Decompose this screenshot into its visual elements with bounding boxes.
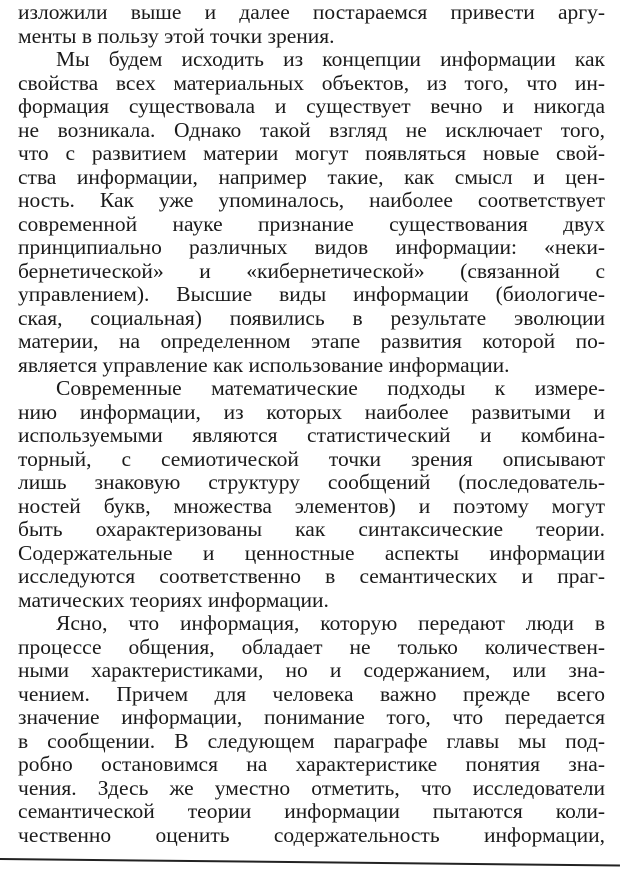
text-line: матических теориях информации. bbox=[18, 587, 329, 612]
text-line: в сообщении. В следующем параграфе главы мы под- bbox=[18, 728, 605, 753]
text-line: управлением). Высшие виды информации (биологиче- bbox=[18, 282, 605, 306]
text-line: быть охарактеризованы как синтаксические теории. bbox=[18, 517, 605, 541]
text-line: робно остановимся на характеристике понятия зна- bbox=[18, 752, 605, 776]
text-line: ностей букв, множества элементов) и поэтому могут bbox=[18, 493, 605, 518]
text-line: ными характеристиками, но и содержанием, или зна- bbox=[18, 658, 605, 682]
document-page bbox=[18, 1, 605, 847]
text-line: свойства всех материальных объектов, из того, что ин- bbox=[18, 70, 605, 95]
paragraph bbox=[18, 377, 605, 612]
paragraph bbox=[18, 612, 605, 847]
paragraph bbox=[18, 48, 605, 377]
text-line: изложили выше и далее постараемся привести аргу- bbox=[18, 0, 605, 24]
text-line: принципиально различных видов информации: «неки- bbox=[18, 235, 605, 259]
text-line: является управление как использование информации. bbox=[18, 352, 510, 377]
text-line: бернетической» и «кибернетической» (связанной с bbox=[18, 258, 605, 283]
text-line: ность. Как уже упоминалось, наиболее соответствует bbox=[18, 188, 605, 212]
text-line: материи, на определенном этапе развития которой по- bbox=[18, 329, 605, 353]
text-line: значение информации, понимание того, что́ передается bbox=[18, 705, 605, 729]
text-line: формация существовала и существует вечно и никогда bbox=[18, 94, 605, 118]
text-line: Современные математические подходы к измере- bbox=[56, 376, 605, 400]
text-line: Мы будем исходить из концепции информации как bbox=[56, 47, 605, 71]
text-line: что с развитием материи могут появляться новые свой- bbox=[18, 141, 605, 165]
text-line: не возникала. Однако такой взгляд не исключает того, bbox=[18, 117, 605, 142]
paragraph bbox=[18, 1, 605, 48]
text-line: используемыми являются статистический и комбина- bbox=[18, 423, 605, 447]
footer-divider bbox=[0, 858, 620, 866]
text-line: чением. Причем для человека важно прежде всего bbox=[18, 681, 605, 706]
text-line: менты в пользу этой точки зрения. bbox=[18, 23, 335, 48]
text-line: лишь знаковую структуру сообщений (последователь- bbox=[18, 470, 605, 494]
text-line: современной науке признание существования двух bbox=[18, 211, 605, 236]
text-line: торный, с семиотической точки зрения описывают bbox=[18, 446, 605, 471]
text-line: чения. Здесь же уместно отметить, что исследователи bbox=[18, 775, 605, 800]
text-line: исследуются соответственно в семантических и праг- bbox=[18, 564, 605, 588]
text-line: ства информации, например такие, как смысл и цен- bbox=[18, 164, 605, 189]
text-line: Содержательные и ценностные аспекты информации bbox=[18, 540, 605, 565]
text-line: чественно оценить содержательность информации, bbox=[18, 822, 605, 847]
text-line: нию информации, из которых наиболее развитыми и bbox=[18, 399, 605, 424]
text-line: ская, социальная) появились в результате эволюции bbox=[18, 305, 605, 330]
text-line: Ясно, что информация, которую передают люди в bbox=[56, 611, 605, 635]
text-line: процессе общения, обладает не только количествен- bbox=[18, 634, 605, 659]
text-line: семантической теории информации пытаются коли- bbox=[18, 799, 605, 823]
